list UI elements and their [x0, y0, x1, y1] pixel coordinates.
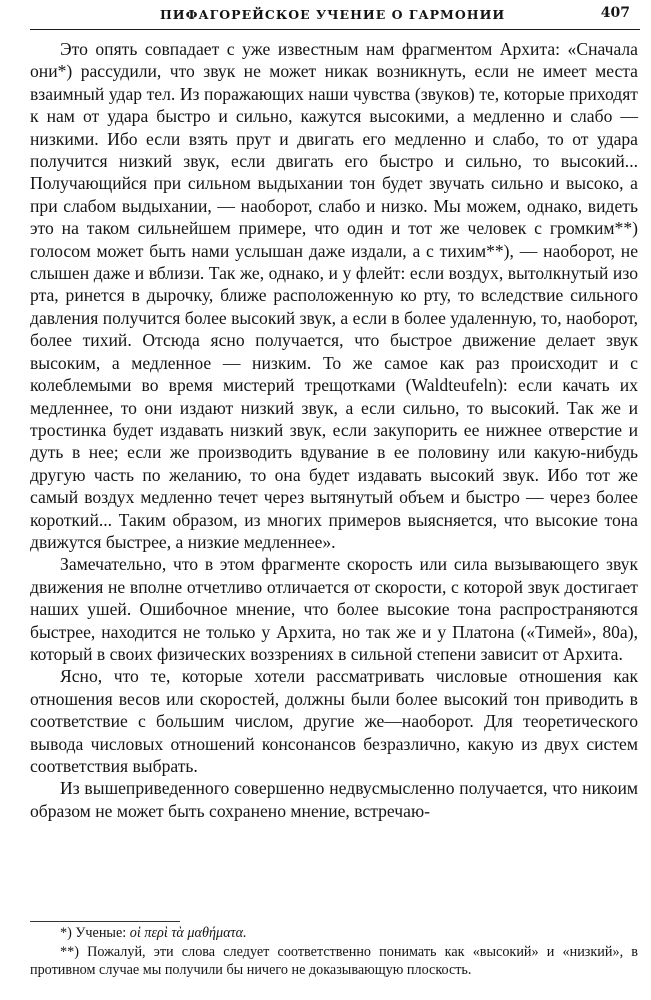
header-rule	[30, 29, 640, 30]
footnote-rule	[30, 921, 180, 922]
paragraph: Ясно, что те, которые хотели рассматривать числовые отношения как отношения весов или скоростей, должны были более высокий тон приводить в соответствие с большим числом, другие же—наоборот. Для теоретического вывода числовых отношений консонансов безразлично, какую из двух систем соответствия выбрать.	[30, 666, 638, 776]
paragraph: Из вышеприведенного совершенно недвусмысленно получается, что никоим образом не может быть сохранено мнение, встречаю-	[30, 778, 638, 821]
page-number: 407	[600, 5, 630, 21]
footnote: **) Пожалуй, эти слова следует соответственно понимать как «высокий» и «низкий», в противном случае мы получили бы ничего не доказывающую плоскость.	[30, 943, 638, 978]
running-title: ПИФАГОРЕЙСКОЕ УЧЕНИЕ О ГАРМОНИИ	[160, 7, 506, 22]
main-text	[30, 38, 638, 822]
footnote	[30, 924, 638, 943]
footnote-greek: οἱ περὶ τὰ μαθήματα.	[129, 925, 247, 941]
paragraph: Это опять совпадает с уже известным нам фрагментом Архита: «Сначала они*) рассудили, что звук не может никак возникнуть, если не имеет места взаимный удар тел. Из поражающих наши чувства (звуков) те, которые приходят к нам от удара быстро и сильно, кажутся высокими, а медленно и слабо — низкими. Ибо если взять прут и двигать его медленно и слабо, то от удара получится низкий звук, если двигать его быстро и сильно, то высокий... Получающийся при сильном выдыхании тон будет звучать сильно и высоко, а при слабом выдыхании, — наоборот, слабо и низко. Мы можем, однако, видеть это на таком сильнейшем примере, что один и тот же человек с громким**) голосом может быть нами услышан даже издали, а с тихим**), — наоборот, не слышен даже и вблизи. Так же, однако, и у флейт: если воздух, вытолкнутый изо рта, ринется в дырочку, ближе расположенную ко рту, то вследствие сильного давления получится более высокий звук, а если в более удаленную, то, наоборот, более тихий. Отсюда ясно получается, что быстрое движение делает звук высоким, а медленное — низким. То же самое как раз происходит и с колеблемыми во время мистерий трещотками (Waldteufeln): если качать их медленнее, то они издают низкий звук, а если сильно, то высокий. Так же и тростинка будет издавать низкий звук, если закупорить ее нижнее отверстие и дуть в нее; если же производить вдувание в ее половину или какую-нибудь другую часть по желанию, то она будет издавать высокий звук. Ибо тот же самый воздух медленно течет через вытянутый объем и быстро — через более короткий... Таким образом, из многих примеров выясняется, что высокие тона движутся быстрее, а низкие медленнее».	[30, 39, 638, 552]
footnotes	[30, 924, 638, 980]
paragraph: Замечательно, что в этом фрагменте скорость или сила вызывающего звук движения не вполне отчетливо отличается от скорости, с которой звук достигает наших ушей. Ошибочное мнение, что более высокие тона распространяются быстрее, находится не только у Архита, но так же и у Платона («Тимей», 80а), который в своих физических воззрениях в сильной степени зависит от Архита.	[30, 554, 638, 664]
page-header	[30, 4, 640, 30]
footnote-label: *) Ученые:	[60, 925, 127, 941]
